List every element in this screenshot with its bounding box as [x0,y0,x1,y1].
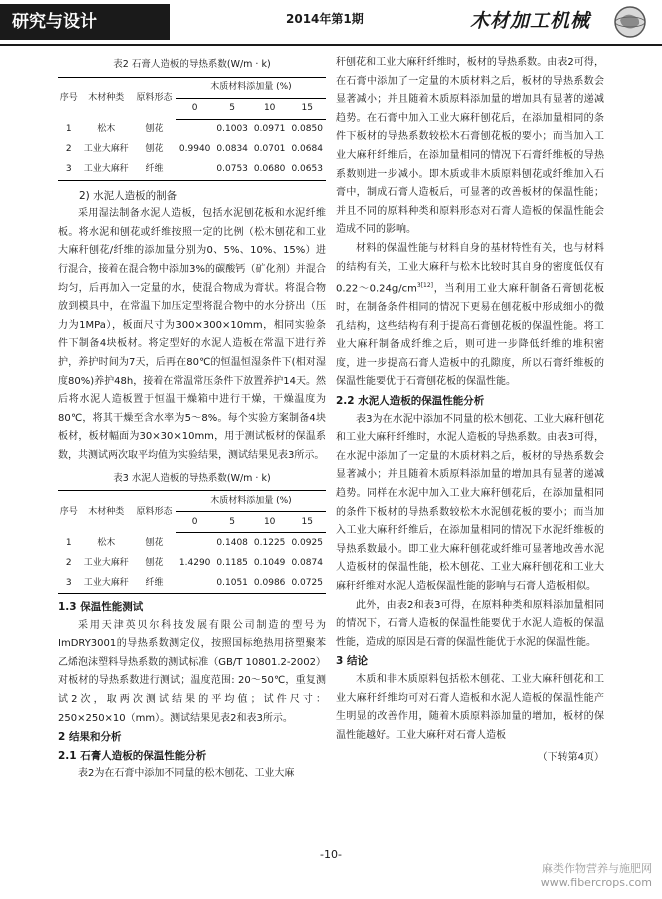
table2-level: 10 [251,98,289,119]
cell-value: 1.4290 [178,557,211,568]
table2-header-row [58,77,326,98]
issue-label: 2014年第1期 [286,12,364,26]
paragraph-2-part-a: 材料的保温性能与材料自身的基材特性有关，也与材料的结构有关，工业大麻秆与松木比较时其自身的密度低仅有0.22～0.24g/cm [336,242,604,295]
table-row [58,553,326,573]
header-rule [0,44,662,46]
cell-form: 刨花 [145,557,164,568]
table3-level: 10 [251,512,289,533]
table3-level: 5 [213,512,251,533]
cell-no: 1 [65,537,72,548]
cell-value: 0.0925 [291,537,323,548]
cell-value: 0.0834 [216,144,248,155]
cell-value: 0.9940 [178,144,211,155]
table3 [58,490,326,594]
cell-form: 刨花 [145,537,164,548]
cell-value [176,119,214,140]
table3-h-add: 木质材料添加量 (%) [176,491,326,512]
watermark [541,862,652,890]
section-2-1-paragraph: 表2为在石膏中添加不同量的松木刨花、工业大麻 [78,768,295,780]
cell-wood: 工业大麻秆 [79,160,133,181]
cell-value: 0.0986 [251,573,289,594]
cell-wood: 工业大麻秆 [83,557,129,568]
section-2-2-paragraph: 表3为在水泥中添加不同量的松木刨花、工业大麻秆刨花和工业大麻秆纤维时，水泥人造板的导热系数。由表3可得，在水泥中添加了一定量的木质材料之后，板材的导热系数会显著减小；并且随着木质原料添加量的增加具有显著的递减趋势。同样在水泥中加入工业大麻秆刨花后，在添加量相同的条件下板材的导热系数较松木水泥刨花板的要小；而当加入工业大麻秆纤维后，在添加量相同的情况下水泥纤维板的导热系数最小。即工业大麻秆刨花或纤维可显著地改善水泥人造板材的保温性能，松木刨花、工业大麻秆刨花和工业大麻秆纤维对水泥人造板保温性能的影响与石膏人造板相似。 [336,413,604,592]
left-column [58,54,326,784]
page-number: -10- [320,848,342,861]
cell-form: 刨花 [145,144,164,155]
table2-caption: 表2 石膏人造板的导热系数(W/m · k) [113,59,271,70]
cell-value: 0.0680 [251,160,289,181]
cement-paragraph: 采用湿法制备水泥人造板，包括水泥刨花板和水泥纤维板。将水泥和刨花或纤维按照一定的比例（松木刨花和工业大麻秆刨花/纤维的添加量分别为0、5%、10%、15%）进行混合，接着在混合物中添加3%的碳酸钙（矿化剂）并混合均匀，后再加入一定量的水，使混合物成为膏状。将混合物放到模具中，在常温下加压定型将混合物中的水分挤出（压力为1MPa），板面尺寸为300×300×10mm，相同实验条件下制备4块板材。将定型好的水泥人造板在常温下进行养护，养护时间为7天，后再在80℃的恒温恒湿条件下(相对湿度80%)养护48h，接着在常温常压条件下放置养护14天。然后将水泥人造板置于恒温干燥箱中进行干燥，干燥温度为80℃，将其干燥至含水率为5～8%。每个实验方案制备4块板材，板材幅面为30×30×10mm，用于测试板材的保温系数，共测试两次取平均值为实验结果，测试结果见表3所示。 [58,208,326,461]
table2-level: 15 [288,98,326,119]
cell-no: 2 [65,557,72,568]
cell-value: 0.0684 [291,144,323,155]
table2-h-form: 原料形态 [133,77,176,119]
cell-wood: 松木 [97,537,116,548]
cell-value: 0.0753 [213,160,251,181]
watermark-line2: www.fibercrops.com [540,876,652,889]
cell-wood: 工业大麻秆 [79,573,133,594]
cell-no: 1 [65,124,72,135]
table-row [58,160,326,181]
section-3-heading: 3 结论 [336,655,368,668]
watermark-line1: 麻类作物营养与施肥网 [542,862,652,875]
section-2-1-heading: 2.1 石膏人造板的保温性能分析 [58,749,207,762]
continued-note: （下转第4页） [537,752,604,764]
cell-value [176,160,214,181]
page-header [0,0,662,46]
cell-value: 0.1185 [216,557,248,568]
section-2-heading: 2 结果和分析 [58,731,122,744]
cell-value: 0.0874 [291,557,323,568]
table3-header-row [58,491,326,512]
section-2-2-heading: 2.2 水泥人造板的保温性能分析 [336,395,485,408]
table3-level: 0 [176,512,214,533]
section-1-3-heading: 1.3 保温性能测试 [58,601,144,614]
cell-value: 0.1049 [253,557,286,568]
cell-no: 3 [58,573,79,594]
analysis-paragraph-1: 秆刨花和工业大麻秆纤维时，板材的导热系数。由表2可得，在石膏中添加了一定量的木质材料之后，板材的导热系数会显著减小；并且随着木质原料添加量的增加具有显著的递减趋势。在石膏中加入工业大麻秆刨花后，在添加量相同的条件下板材的导热系数较松木石膏刨花板的要小；而当加入工业大麻秆纤维后，在添加量相同的情况下石膏纤维板的导热系数则进一步减小。即木质或非木质原料刨花或纤维加入石膏中，制成石膏人造板后，可显著的改善板材的保温性能；并且不同的原料种类和原料形态对石膏人造板的保温性能会造成不同的影响。 [336,57,604,236]
conclusion-paragraph: 木质和非木质原料包括松木刨花、工业大麻秆刨花和工业大麻秆纤维均可对石膏人造板和水泥人造板的保温性能产生明显的改善作用，随着木质原料添加量的增加，板材的保温性能越好。工业大麻秆对石膏人造板 [336,673,604,741]
table2-h-add: 木质材料添加量 (%) [176,77,326,98]
cell-form: 纤维 [133,573,176,594]
cell-value [176,573,214,594]
section-1-3-paragraph: 采用天津英贝尔科技发展有限公司制造的型号为ImDRY3001的导热系数测定仪，按照国标绝热用挤塑聚苯乙烯泡沫塑料导热系数的测试标准（GB/T 10801.2-2002）对板材的导热系数进行测试；温度范围: 20～50℃，重复测试2次，取两次测试结果的平均值；试件尺寸：250×250×10（mm）。测试结果见表2和表3所示。 [58,619,326,724]
cell-value: 0.0653 [288,160,326,181]
comparison-paragraph: 此外，由表2和表3可得，在原料种类和原料添加量相同的情况下，石膏人造板的保温性能要优于水泥人造板的保温性能，造成的原因是石膏的保温性能优于水泥的保温性能。 [336,599,604,648]
cell-value: 0.1225 [253,537,286,548]
cell-value: 0.1051 [213,573,251,594]
cell-value: 0.0971 [253,124,286,135]
citation-superscript: 3[12] [416,282,434,290]
table2-h-no: 序号 [58,77,79,119]
cell-value [176,533,214,554]
cell-form: 纤维 [133,160,176,181]
cell-wood: 松木 [97,124,116,135]
table2-level: 0 [176,98,214,119]
cell-value: 0.1003 [216,124,248,135]
cell-value: 0.0701 [253,144,286,155]
cement-heading: 2) 水泥人造板的制备 [79,189,178,202]
paragraph-2-part-b: ，当利用工业大麻秆制备石膏刨花板时，在制备条件相同的情况下更易在刨花板中形成细小的微孔结构，这些结构有利于提高石膏刨花板的保温性能。将工业大麻秆制备成纤维之后，则可进一步降低纤维的堆积密度，进一步提高石膏人造板中的孔隙度，所以石膏纤维板的保温性能要优于石膏刨花板的保温性能。 [336,283,605,388]
table3-caption: 表3 水泥人造板的导热系数(W/m · k) [113,472,271,484]
cell-value: 0.0850 [291,124,323,135]
analysis-paragraph-2 [336,240,604,392]
table3-h-wood: 木材种类 [79,491,133,533]
cell-no: 2 [65,144,72,155]
cell-no: 3 [58,160,79,181]
right-column [336,54,604,768]
table2-level: 5 [213,98,251,119]
table3-level: 15 [288,512,326,533]
section-label: 研究与设计 [0,4,170,40]
table-row [58,119,326,140]
table3-h-form: 原料形态 [133,491,176,533]
table-row [58,573,326,594]
table-row [58,140,326,160]
table3-h-no: 序号 [58,491,79,533]
cell-value: 0.0725 [288,573,326,594]
cell-form: 刨花 [145,124,164,135]
cell-value: 0.1408 [216,537,248,548]
cell-wood: 工业大麻秆 [83,144,129,155]
journal-title: 木材加工机械 [470,10,591,32]
table2-h-wood: 木材种类 [79,77,133,119]
table2 [58,77,326,181]
table-row [58,533,326,554]
journal-logo-icon [612,4,648,40]
